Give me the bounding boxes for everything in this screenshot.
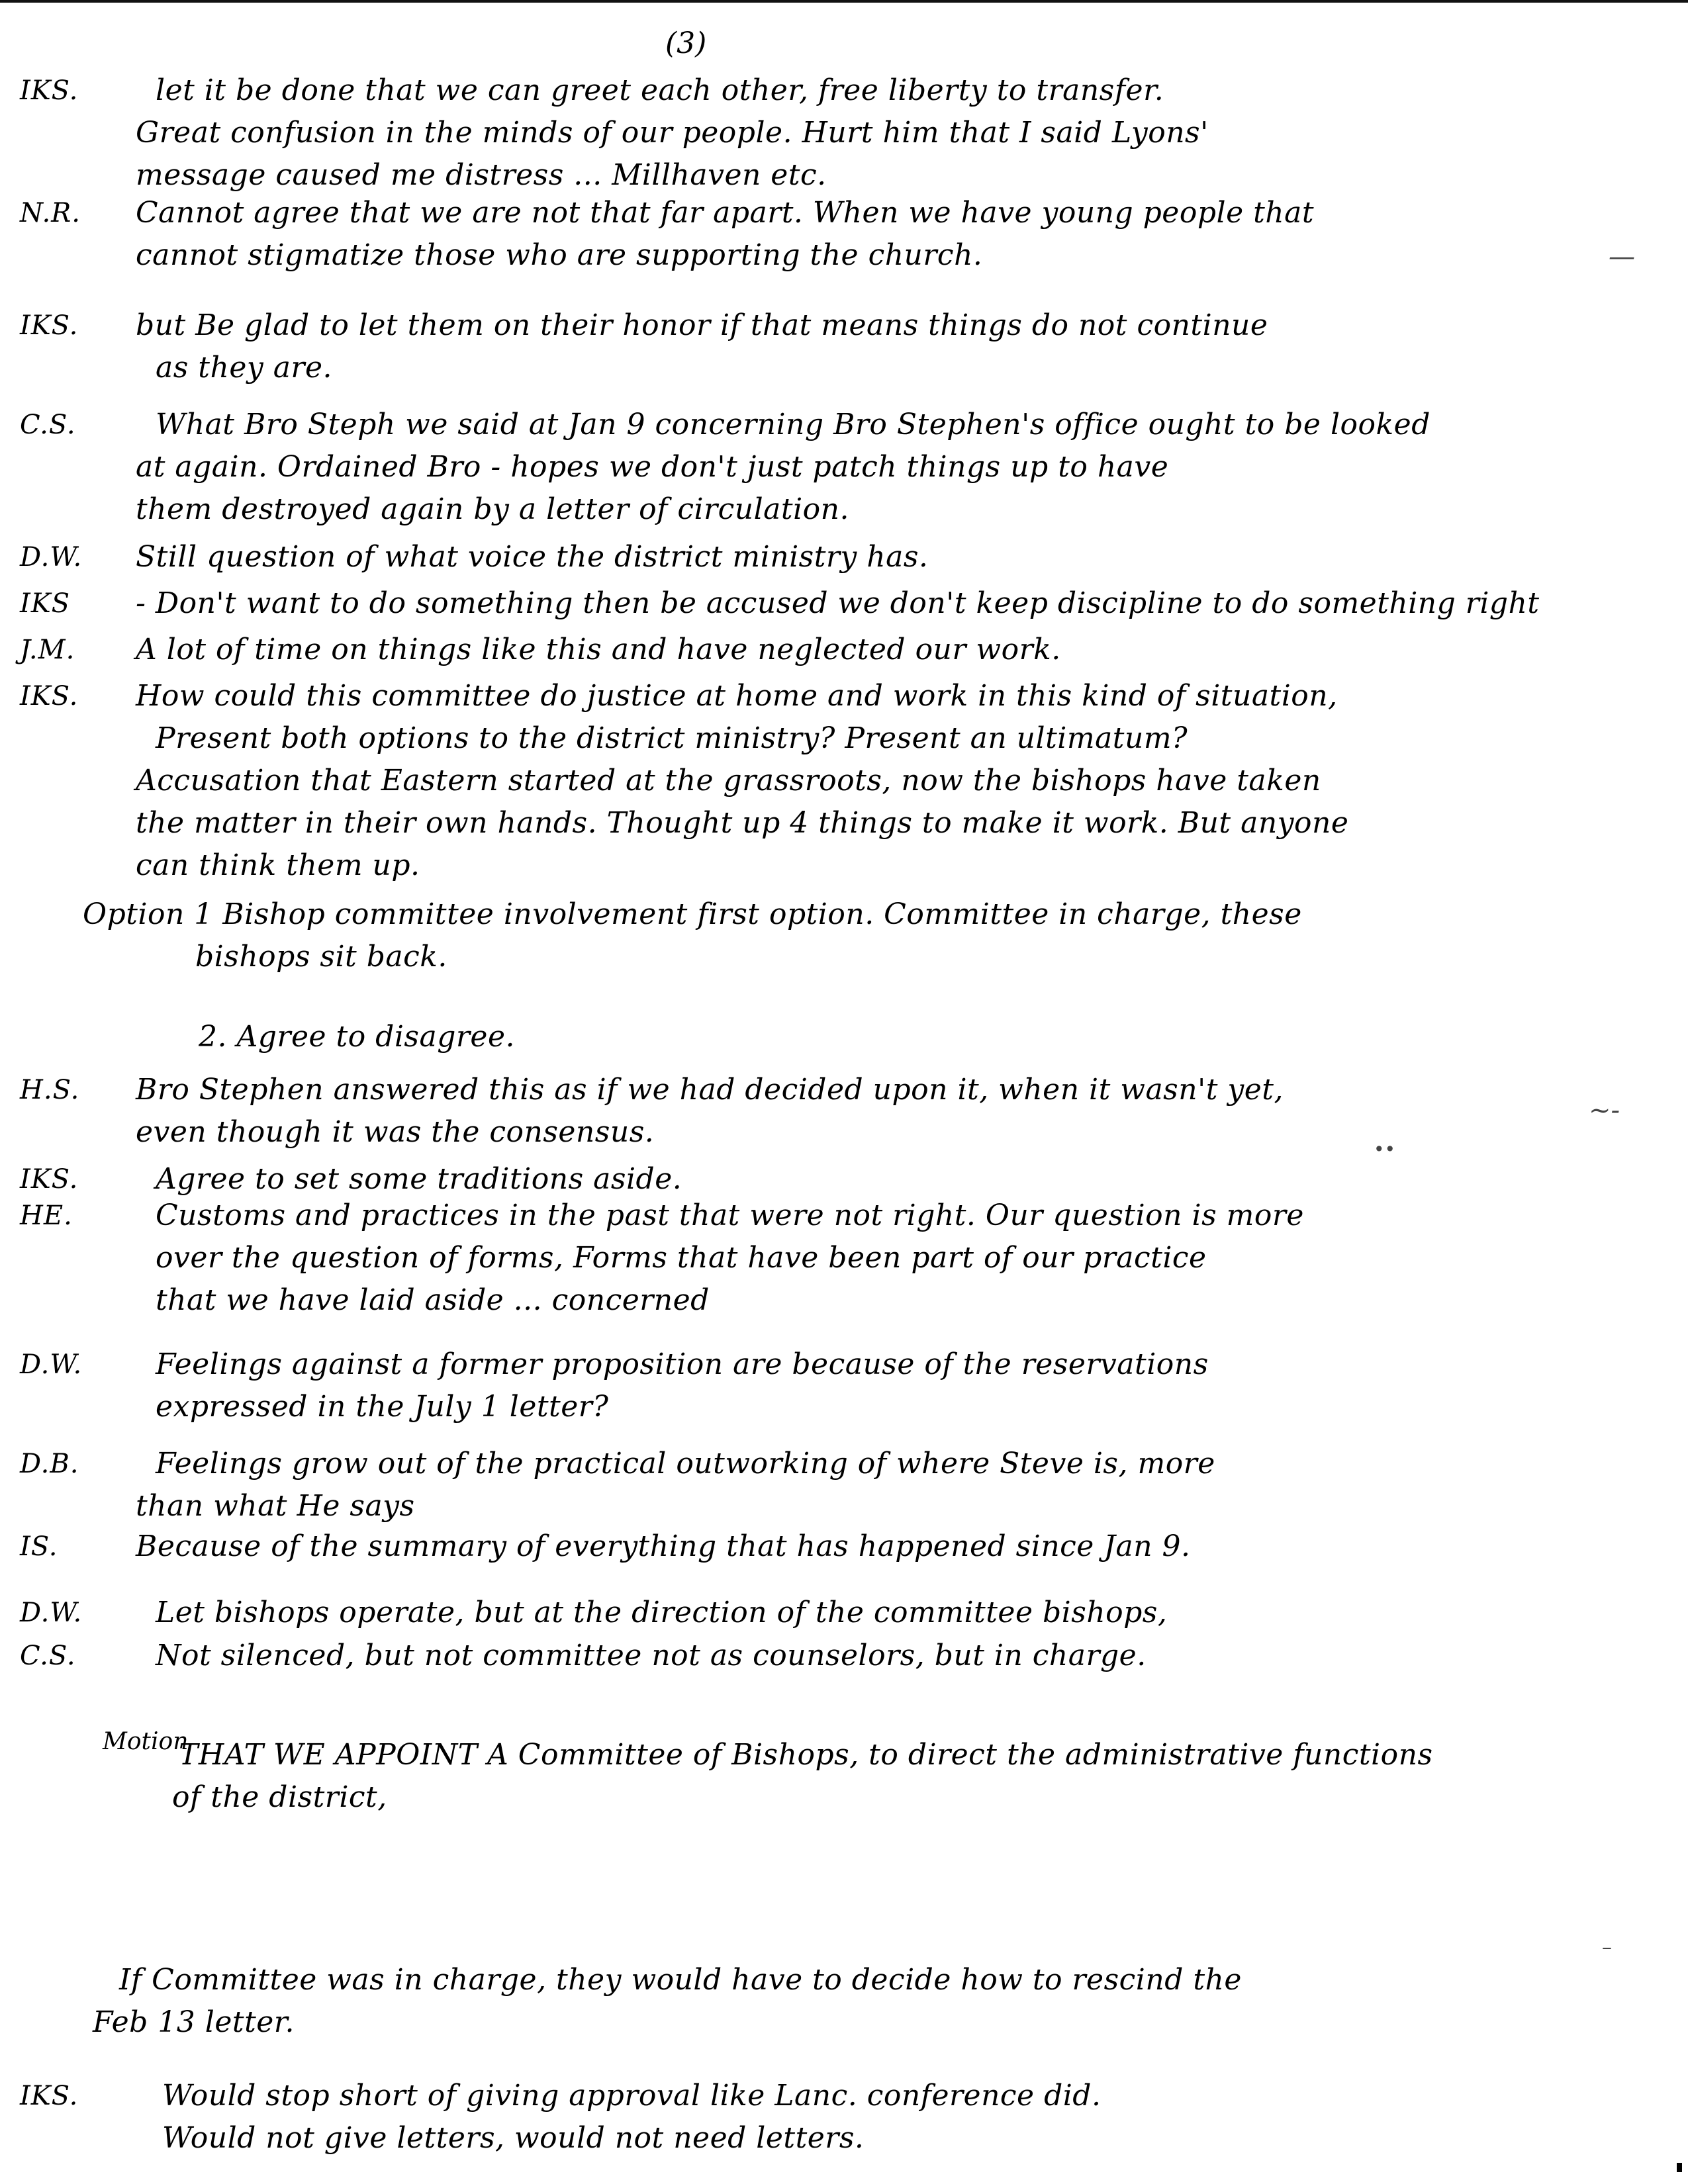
speaker-initials: C.S.	[20, 1641, 76, 1671]
entry-line: Cannot agree that we are not that far apart. When we have young people that	[136, 196, 1315, 230]
entry-line: message caused me distress ... Millhaven etc.	[136, 158, 827, 192]
speaker-initials: IKS.	[20, 2081, 79, 2111]
speaker-initials: IS.	[20, 1531, 58, 1562]
speaker-initials: IKS.	[20, 310, 79, 341]
speaker-initials: IKS.	[20, 681, 79, 711]
entry-line: Bro Stephen answered this as if we had decided upon it, when it wasn't yet,	[136, 1073, 1284, 1107]
entry-text	[136, 304, 1628, 389]
note-line: If Committee was in charge, they would have to decide how to rescind the	[119, 1963, 1242, 1997]
page-number: (3)	[665, 26, 707, 60]
note-line: Feb 13 letter.	[93, 2005, 295, 2039]
speaker-initials: D.W.	[20, 1598, 83, 1628]
entry-line: 2. Agree to disagree.	[199, 1020, 515, 1054]
entry-line: Would stop short of giving approval like Lanc. conference did.	[162, 2079, 1102, 2113]
entry-text	[162, 2075, 1628, 2160]
entry-text	[136, 1635, 1628, 1677]
entry-line: the matter in their own hands. Thought up 4 things to make it work. But anyone	[136, 806, 1349, 840]
entry-line: than what He says	[136, 1489, 415, 1523]
entry-line: over the question of forms, Forms that have been part of our practice	[156, 1241, 1207, 1275]
speaker-initials: H.S.	[20, 1075, 80, 1105]
entry-text	[136, 582, 1628, 625]
entry-line: What Bro Steph we said at Jan 9 concerning Bro Stephen's office ought to be looked	[156, 408, 1430, 441]
scan-top-edge	[0, 0, 1688, 3]
entry-line: Agree to set some traditions aside.	[156, 1162, 682, 1196]
entry-line: that we have laid aside ... concerned	[156, 1283, 710, 1317]
entry-line: Not silenced, but not committee not as counselors, but in charge.	[156, 1639, 1147, 1672]
margin-dash-mark: –	[1602, 1936, 1612, 1959]
entry-line: as they are.	[156, 351, 332, 385]
entry-line: Feelings against a former proposition are because of the reservations	[156, 1347, 1209, 1381]
speaker-initials: N.R.	[20, 198, 81, 228]
entry-text	[83, 893, 1628, 978]
speaker-initials: HE.	[20, 1201, 73, 1231]
speaker-initials: C.S.	[20, 410, 76, 440]
speaker-initials: D.W.	[20, 1349, 83, 1380]
speaker-initials: IKS.	[20, 1164, 79, 1195]
margin-dash-mark: —	[1609, 242, 1635, 272]
speaker-initials: D.B.	[20, 1449, 79, 1479]
entry-line: Customs and practices in the past that were not right. Our question is more	[156, 1199, 1304, 1232]
entry-line: at again. Ordained Bro - hopes we don't just patch things up to have	[136, 450, 1169, 484]
speaker-initials: IKS	[20, 588, 71, 619]
margin-dots-mark: ••	[1374, 1138, 1396, 1160]
entry-text	[136, 1195, 1628, 1322]
note-text	[93, 1959, 1628, 2044]
entry-text	[136, 629, 1628, 671]
speaker-initials: D.W.	[20, 542, 83, 572]
entry-line: Great confusion in the minds of our people. Hurt him that I said Lyons'	[136, 116, 1209, 150]
entry-text	[136, 1525, 1628, 1568]
entry-text	[199, 1016, 1628, 1058]
entry-line: - Don't want to do something then be accused we don't keep discipline to do something right	[136, 586, 1540, 620]
entry-line: cannot stigmatize those who are supporting the church.	[136, 238, 983, 272]
entry-line: A lot of time on things like this and have neglected our work.	[136, 633, 1061, 666]
entry-text	[136, 536, 1628, 578]
speaker-initials: J.M.	[20, 635, 75, 665]
entry-line: Present both options to the district ministry? Present an ultimatum?	[156, 721, 1188, 755]
entry-text	[136, 69, 1628, 197]
entry-text	[136, 1592, 1628, 1634]
entry-line: Still question of what voice the district ministry has.	[136, 540, 929, 574]
entry-line: Let bishops operate, but at the direction of the committee bishops,	[156, 1596, 1168, 1629]
entry-line: them destroyed again by a letter of circulation.	[136, 492, 849, 526]
entry-line: but Be glad to let them on their honor if that means things do not continue	[136, 308, 1268, 342]
entry-line: expressed in the July 1 letter?	[156, 1390, 609, 1424]
entry-line: How could this committee do justice at home and work in this kind of situation,	[136, 679, 1338, 713]
entry-text	[136, 675, 1628, 887]
entry-text	[136, 1343, 1628, 1428]
entry-text	[136, 404, 1628, 531]
entry-text	[136, 1443, 1628, 1527]
entry-text	[136, 1069, 1628, 1154]
entry-line: Feelings grow out of the practical outworking of where Steve is, more	[156, 1447, 1215, 1480]
margin-dash-mark: ~-	[1589, 1095, 1620, 1126]
entry-line: can think them up.	[136, 848, 420, 882]
entry-line: Accusation that Eastern started at the grassroots, now the bishops have taken	[136, 764, 1321, 797]
entry-line: Option 1 Bishop committee involvement first option. Committee in charge, these	[83, 897, 1302, 931]
entry-line: Because of the summary of everything that has happened since Jan 9.	[136, 1529, 1191, 1563]
entry-line: even though it was the consensus.	[136, 1115, 655, 1149]
motion-line: of the district,	[172, 1780, 387, 1814]
motion-text	[172, 1721, 1628, 1819]
entry-text	[136, 192, 1628, 277]
speaker-initials: IKS.	[20, 75, 79, 106]
entry-line: Would not give letters, would not need letters.	[162, 2121, 865, 2155]
scan-edge-mark	[1677, 2163, 1682, 2172]
entry-line: let it be done that we can greet each other, free liberty to transfer.	[156, 73, 1164, 107]
entry-line: bishops sit back.	[195, 940, 447, 974]
motion-line: THAT WE APPOINT A Committee of Bishops, to direct the administrative functions	[179, 1738, 1433, 1772]
motion-label: Motion	[103, 1728, 189, 1755]
